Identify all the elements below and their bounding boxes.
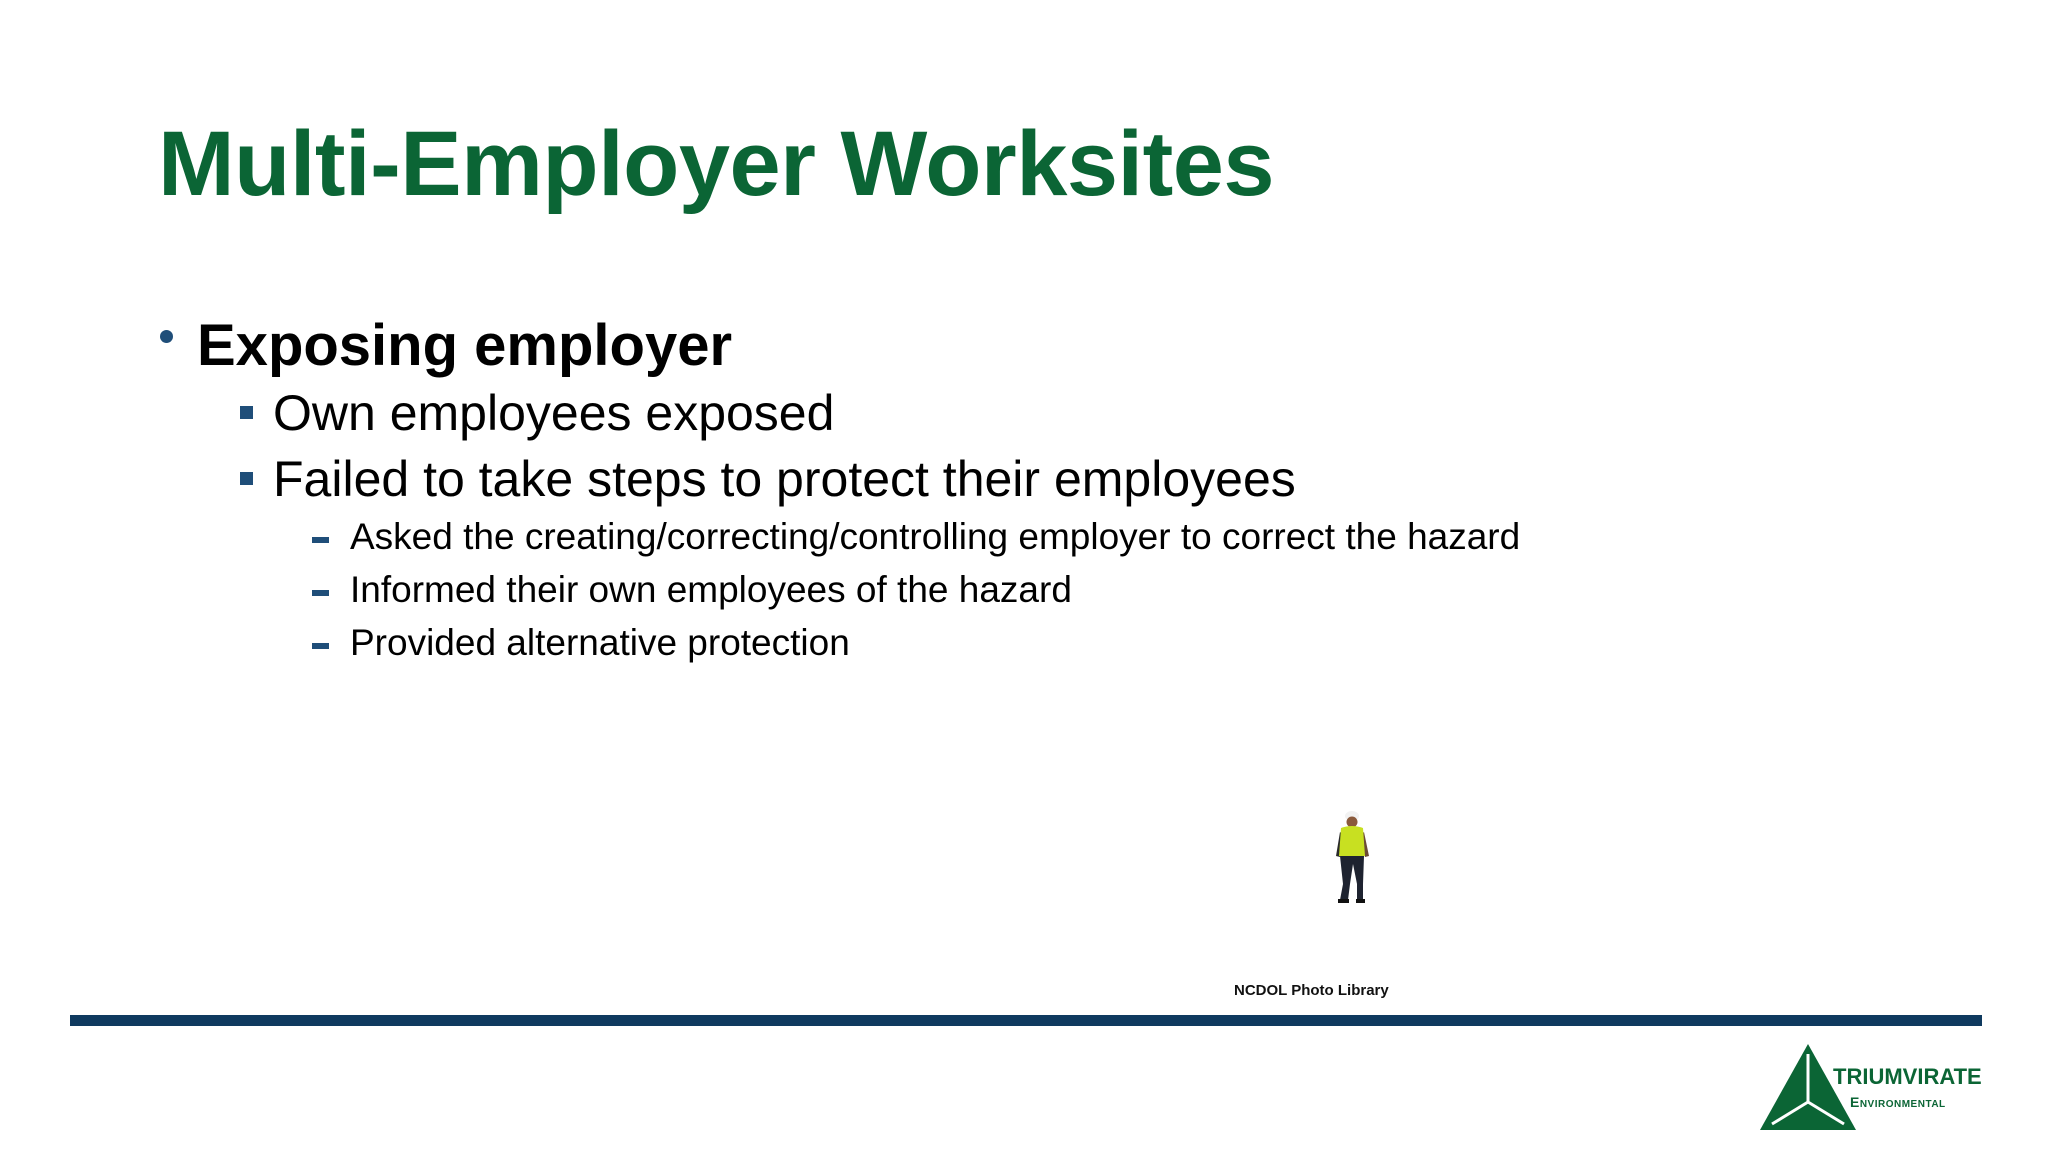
slide-title: Multi-Employer Worksites	[158, 113, 1275, 215]
dash-bullet-icon	[312, 537, 329, 543]
bullet-level3	[158, 616, 1858, 669]
dash-bullet-icon	[312, 590, 329, 596]
dash-bullet-icon	[312, 643, 329, 649]
photo-credit: NCDOL Photo Library	[1234, 982, 1389, 999]
footer-divider	[70, 1015, 1982, 1026]
slide-content	[158, 300, 1858, 669]
subpoint-alternative-protection: Provided alternative protection	[350, 622, 850, 663]
heading-exposing-employer: Exposing employer	[197, 313, 733, 378]
bullet-level2	[158, 378, 1858, 444]
bullet-level3	[158, 510, 1858, 563]
round-bullet-icon	[160, 330, 173, 343]
construction-worker-icon	[1330, 808, 1376, 904]
square-bullet-icon	[240, 472, 253, 485]
point-own-employees-exposed: Own employees exposed	[273, 385, 835, 441]
square-bullet-icon	[240, 406, 253, 419]
subpoint-asked-employer: Asked the creating/correcting/controlling employer to correct the hazard	[350, 516, 1521, 557]
bullet-level1	[158, 300, 1858, 378]
triumvirate-logo	[1760, 1044, 1990, 1134]
subpoint-informed-employees: Informed their own employees of the hazard	[350, 569, 1072, 610]
logo-subtitle: Environmental	[1850, 1094, 1946, 1110]
bullet-level2	[158, 444, 1858, 510]
point-failed-to-protect: Failed to take steps to protect their employees	[273, 451, 1296, 507]
logo-wordmark: TRIUMVIRATE	[1833, 1064, 1982, 1089]
bullet-level3	[158, 563, 1858, 616]
